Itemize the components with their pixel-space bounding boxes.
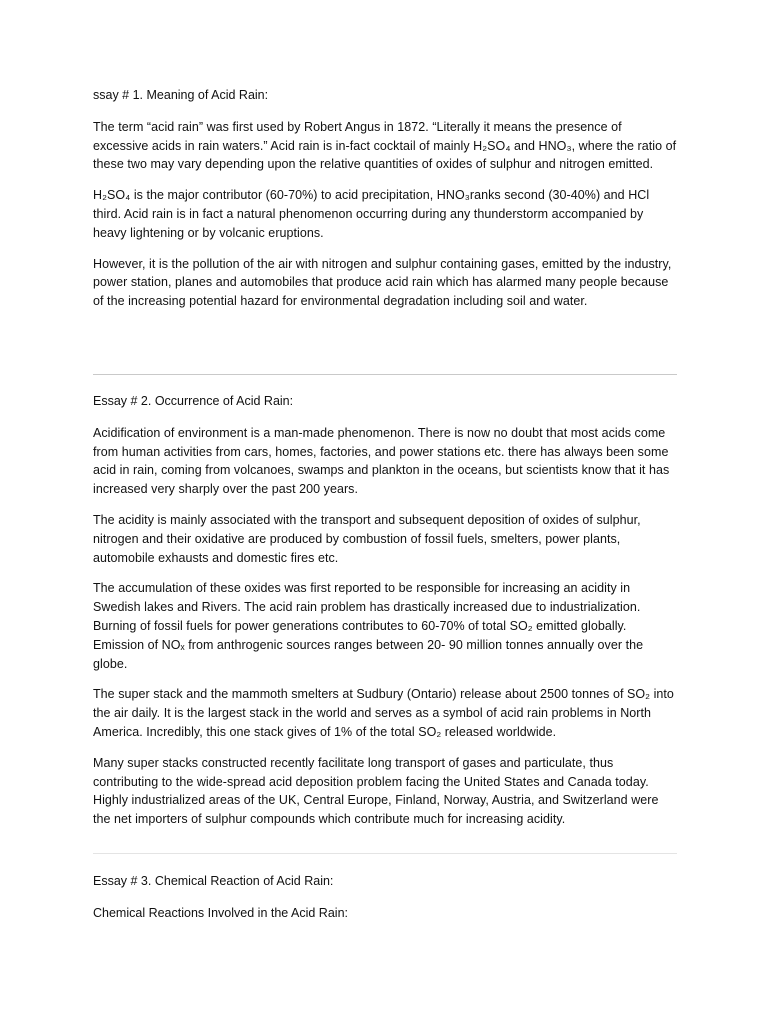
essay-3-heading: Essay # 3. Chemical Reaction of Acid Rain: (93, 874, 334, 888)
essay-1-paragraph-1: The term “acid rain” was first used by Robert Angus in 1872. “Literally it means the presence of excessive acids in rain waters.” Acid rain is in-fact cocktail of mainly H₂SO₄ and HNO₃, where the ratio of these two may vary depending upon the relative quantities of oxides of sulphur and nitrogen emitted. (93, 119, 677, 172)
essay-2-heading: Essay # 2. Occurrence of Acid Rain: (93, 394, 294, 408)
essay-1-paragraph-3: However, it is the pollution of the air with nitrogen and sulphur containing gases, emitted by the industry, power station, planes and automobiles that produce acid rain which has alarmed many people because of the increasing potential hazard for environmental degradation including soil and water. (93, 256, 672, 309)
section-divider-1 (93, 374, 677, 375)
essay-2-paragraph-5: Many super stacks constructed recently facilitate long transport of gases and particulate, thus contributing to the wide-spread acid deposition problem facing the United States and Canada today. Highly industrialized areas of the UK, Central Europe, Finland, Norway, Austria, and Switzerland were the net importers of sulphur compounds which contribute much for increasing acidity. (93, 755, 659, 827)
essay-2-paragraph-2: The acidity is mainly associated with the transport and subsequent deposition of oxides of sulphur, nitrogen and their oxidative are produced by combustion of fossil fuels, smelters, power plants, automobile exhausts and domestic fires etc. (93, 512, 641, 565)
section-divider-2 (93, 853, 677, 854)
essay-2-paragraph-4: The super stack and the mammoth smelters at Sudbury (Ontario) release about 2500 tonnes of SO₂ into the air daily. It is the largest stack in the world and serves as a symbol of acid rain problems in North America. Incredibly, this one stack gives of 1% of the total SO₂ released worldwide. (93, 687, 674, 739)
essay-1-heading: ssay # 1. Meaning of Acid Rain: (93, 88, 269, 102)
essay-1-paragraph-2: H₂SO₄ is the major contributor (60-70%) to acid precipitation, HNO₃ranks second (30-40%) and HCl third. Acid rain is in fact a natural phenomenon occurring during any thunderstorm accompanied by heavy lightening or by volcanic eruptions. (93, 188, 650, 240)
essay-1-section (93, 86, 677, 323)
essay-3-subheading: Chemical Reactions Involved in the Acid Rain: (93, 905, 348, 920)
essay-2-section (93, 392, 677, 841)
essay-2-paragraph-3: The accumulation of these oxides was first reported to be responsible for increasing an acidity in Swedish lakes and Rivers. The acid rain problem has drastically increased due to industrialization. Burning of fossil fuels for power generations contributes to 60-70% of total SO₂ emitted globally. Emission of NOₓ from anthrogenic sources ranges between 20- 90 million tonnes annually over the globe. (93, 581, 644, 671)
essay-3-section (93, 872, 677, 936)
essay-2-paragraph-1: Acidification of environment is a man-made phenomenon. There is now no doubt that most acids come from human activities from cars, homes, factories, and power stations etc. there has always been some acid in rain, coming from volcanoes, swamps and plankton in the oceans, but scientists know that it has increased very sharply over the past 200 years. (93, 425, 670, 497)
